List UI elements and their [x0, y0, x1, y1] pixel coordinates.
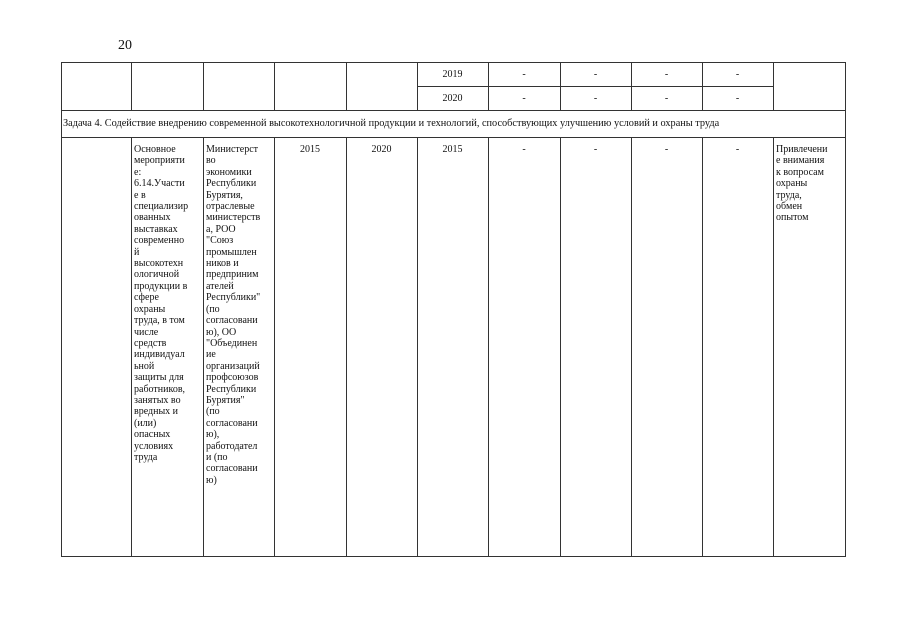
column-divider: [417, 137, 418, 556]
column-divider: [845, 62, 846, 556]
column-divider: [131, 137, 132, 556]
value-cell: -: [664, 69, 669, 80]
column-divider: [488, 137, 489, 556]
value-cell: -: [735, 144, 740, 155]
column-divider: [203, 62, 204, 110]
column-divider: [203, 137, 204, 556]
page-number: 20: [118, 38, 132, 53]
result-cell: Привлечени е внимания к вопросам охраны труда, обмен опытом: [776, 144, 828, 224]
executor-cell: Министерст во экономики Республики Бурятия, отраслевые министерств а, РОО "Союз промышлен ников и предприним ателей Республики" (по согласовани ю), ОО "Объединен ие организаций профсоюзов Республики Бурятия" (по согласовани ю), работодател и (по согласовани ю): [206, 144, 261, 486]
task-heading: Задача 4. Содействие внедрению современной высокотехнологичной продукции и технологий, способствующих улучшению условий и охраны труда: [63, 118, 720, 129]
column-divider: [631, 137, 632, 556]
start-year-cell: 2015: [300, 144, 320, 155]
value-cell: -: [593, 69, 598, 80]
row-divider: [61, 110, 846, 111]
column-divider: [274, 62, 275, 110]
table-border-top: [61, 62, 846, 63]
value-cell: -: [735, 93, 740, 104]
year-cell: 2019: [442, 69, 463, 80]
column-divider: [773, 137, 774, 556]
value-cell: -: [593, 144, 598, 155]
column-divider: [702, 137, 703, 556]
value-cell: -: [735, 69, 740, 80]
column-divider: [274, 137, 275, 556]
row-divider: [61, 137, 846, 138]
value-cell: -: [522, 144, 526, 155]
row-divider: [417, 86, 774, 87]
value-cell: -: [522, 93, 526, 104]
column-divider: [61, 62, 62, 556]
column-divider: [346, 137, 347, 556]
value-cell: -: [664, 93, 669, 104]
value-cell: -: [664, 144, 669, 155]
year-cell: 2020: [442, 93, 463, 104]
end-year-cell: 2020: [371, 144, 392, 155]
table-border-bottom: [61, 556, 846, 557]
column-divider: [560, 137, 561, 556]
column-divider: [131, 62, 132, 110]
year-cell: 2015: [442, 144, 463, 155]
column-divider: [773, 62, 774, 110]
measure-cell: Основное мероприяти е: 6.14.Участи е в специализир ованных выставках современно й высокотехн ологичной продукции в сфере охраны труда, в том числе средств индивидуал ьной защиты для работников, занятых во вредных и (или) опасных условиях труда: [134, 144, 189, 463]
column-divider: [346, 62, 347, 110]
value-cell: -: [522, 69, 526, 80]
value-cell: -: [593, 93, 598, 104]
